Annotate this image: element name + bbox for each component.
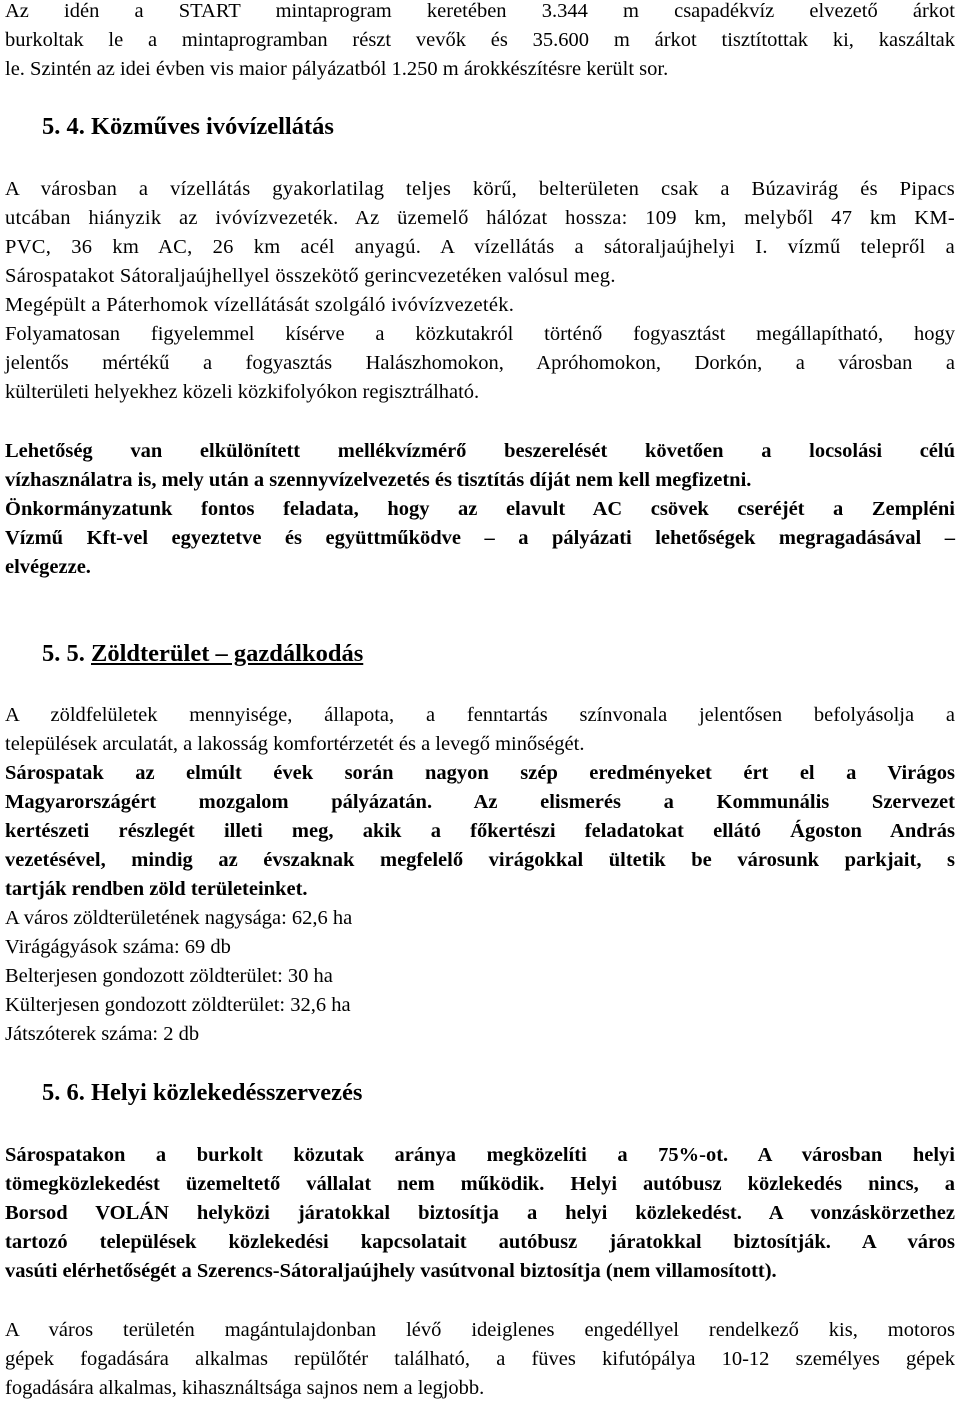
text-line: A város területén magántulajdonban lévő ideiglenes engedéllyel rendelkező kis, motoros <box>5 1319 955 1341</box>
list-item: Külterjesen gondozott zöldterület: 32,6 ha <box>5 994 351 1016</box>
heading-number: 5. 4. <box>42 113 85 140</box>
text-line: Megépült a Páterhomok vízellátását szolgáló ivóvízvezeték. <box>5 294 515 316</box>
text-line: vezetésével, mindig az évszaknak megfelelő virágokkal ültetik be városunk parkjait, s <box>5 849 955 871</box>
water-paragraph-2 <box>5 320 955 407</box>
green-paragraph-2 <box>5 759 955 904</box>
list-item: Játszóterek száma: 2 db <box>5 1023 200 1045</box>
text-line: tartozó települések közlekedési kapcsolatait autóbusz járatokkal biztosítják. A város <box>5 1231 955 1253</box>
text-line: Magyarországért mozgalom pályázatán. Az elismerés a Kommunális Szervezet <box>5 791 955 813</box>
intro-line-1: Az idén a START mintaprogram keretében 3.344 m csapadékvíz elvezető árkot <box>5 0 955 22</box>
text-line: települések arculatát, a lakosság komfortérzetét és a levegő minőségét. <box>5 733 585 755</box>
list-item: A város zöldterületének nagysága: 62,6 ha <box>5 907 353 929</box>
text-line: Borsod VOLÁN helyközi járatokkal biztosítja a helyi közlekedést. A vonzáskörzethez <box>5 1202 955 1224</box>
text-line: A városban a vízellátás gyakorlatilag teljes körű, belterületen csak a Búzavirág és Pipacs <box>5 178 955 200</box>
text-line: utcában hiányzik az ivóvízvezeték. Az üzemelő hálózat hossza: 109 km, melyből 47 km KM- <box>5 207 955 229</box>
green-stats-list <box>5 904 955 1049</box>
intro-paragraph <box>5 0 955 84</box>
intro-line-2: burkoltak le a mintaprogramban részt vevők és 35.600 m árkot tisztítottak ki, kaszáltak <box>5 29 955 51</box>
text-line: elvégezze. <box>5 556 91 578</box>
heading-title: Zöldterület – gazdálkodás <box>91 640 364 667</box>
text-line: vasúti elérhetőségét a Szerencs-Sátoraljaújhely vasútvonal biztosítja (nem villamosított). <box>5 1260 777 1282</box>
text-line: Vízmű Kft-vel egyeztetve és együttműködve – a pályázati lehetőségek megragadásával – <box>5 527 955 549</box>
heading-number: 5. 5. <box>42 640 85 667</box>
text-line: tartják rendben zöld területeinket. <box>5 878 308 900</box>
text-line: Önkormányzatunk fontos feladata, hogy az elavult AC csövek cseréjét a Zempléni <box>5 498 955 520</box>
water-paragraph-3 <box>5 437 955 582</box>
text-line: Sárospatakon a burkolt közutak aránya megközelíti a 75%-ot. A városban helyi <box>5 1144 955 1166</box>
text-line: kertészeti részlegét illeti meg, akik a főkertészi feladatokat ellátó Ágoston András <box>5 820 955 842</box>
text-line: Sárospatakot Sátoraljaújhellyel összekötő gerincvezetéken valósul meg. <box>5 265 616 287</box>
text-line: gépek fogadására alkalmas repülőtér található, a füves kifutópálya 10-12 személyes gépek <box>5 1348 955 1370</box>
text-line: fogadására alkalmas, kihasználtsága sajnos nem a legjobb. <box>5 1377 485 1399</box>
list-item: Belterjesen gondozott zöldterület: 30 ha <box>5 965 333 987</box>
heading-title: Közműves ivóvízellátás <box>91 113 334 140</box>
heading-title: Helyi közlekedésszervezés <box>91 1079 363 1106</box>
text-line: tömegközlekedést üzemeltető vállalat nem működik. Helyi autóbusz közlekedés nincs, a <box>5 1173 955 1195</box>
green-paragraph-1 <box>5 701 955 759</box>
text-line: külterületi helyekhez közeli közkifolyókon regisztrálható. <box>5 381 480 403</box>
list-item: Virágágyások száma: 69 db <box>5 936 231 958</box>
text-line: jelentős mértékű a fogyasztás Halászhomokon, Apróhomokon, Dorkón, a városban a <box>5 352 955 374</box>
transport-paragraph-2 <box>5 1316 955 1403</box>
text-line: Lehetőség van elkülönített mellékvízmérő beszerelését követően a locsolási célú <box>5 440 955 462</box>
heading-green-areas <box>42 640 363 668</box>
intro-line-3: le. Szintén az idei évben vis maior pályázatból 1.250 m árokkészítésre került sor. <box>5 58 669 80</box>
text-line: A zöldfelületek mennyisége, állapota, a fenntartás színvonala jelentősen befolyásolja a <box>5 704 955 726</box>
text-line: PVC, 36 km AC, 26 km acél anyagú. A vízellátás a sátoraljaújhelyi I. vízmű telepről a <box>5 236 955 258</box>
text-line: Sárospatak az elmúlt évek során nagyon szép eredményeket ért el a Virágos <box>5 762 955 784</box>
heading-local-transport <box>42 1079 362 1107</box>
text-line: vízhasználatra is, mely után a szennyvízelvezetés és tisztítás díját nem kell megfizetni. <box>5 469 752 491</box>
text-line: Folyamatosan figyelemmel kísérve a közkutakról történő fogyasztást megállapítható, hogy <box>5 323 955 345</box>
heading-water-supply <box>42 113 334 141</box>
transport-paragraph-1 <box>5 1141 955 1286</box>
water-paragraph-1 <box>5 175 955 320</box>
heading-number: 5. 6. <box>42 1079 85 1106</box>
